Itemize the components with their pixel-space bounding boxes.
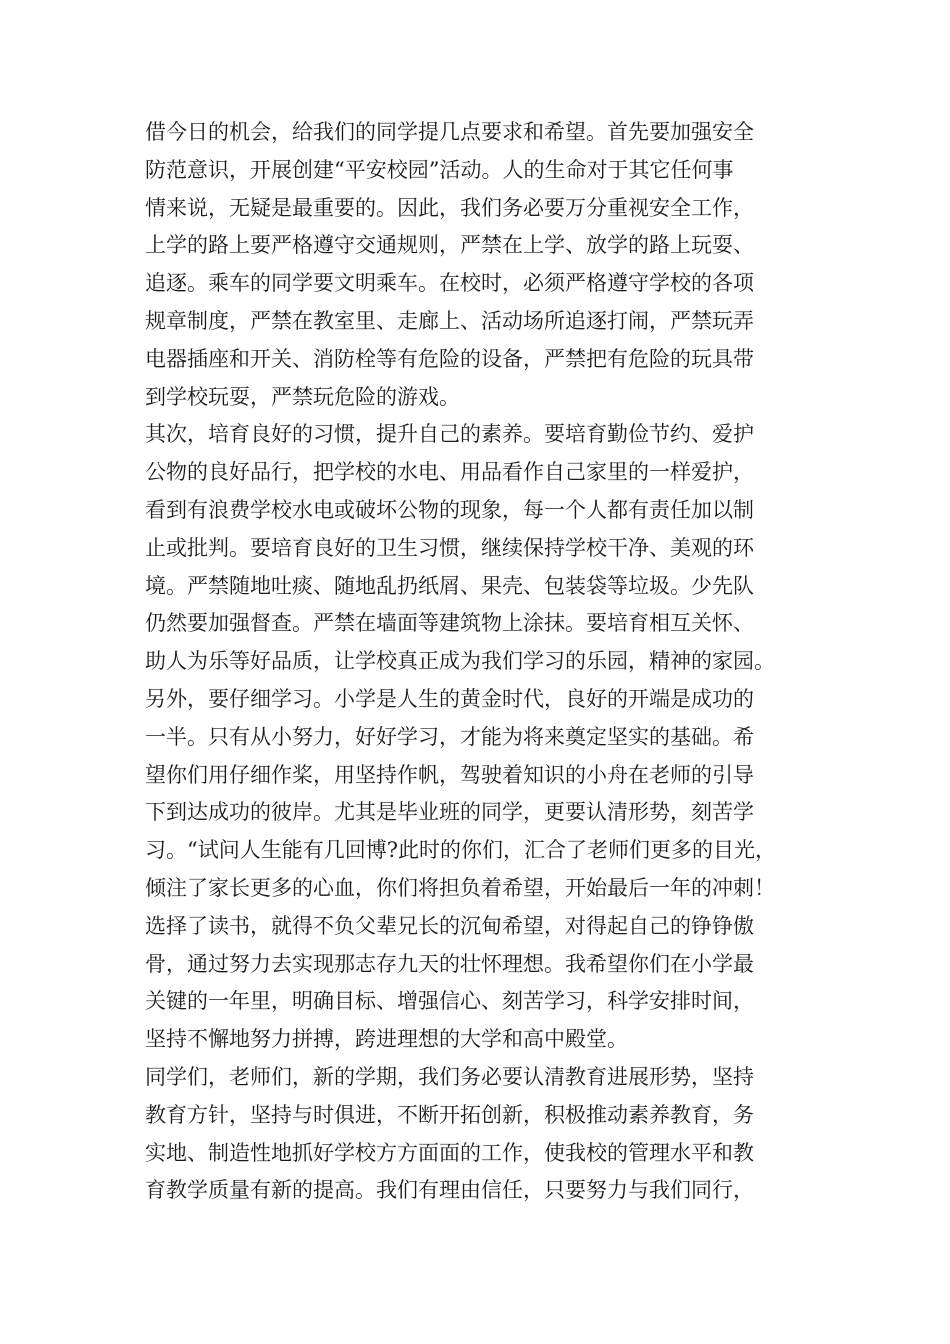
- text-line: 防范意识，开展创建“平安校园”活动。人的生命对于其它任何事: [145, 157, 734, 182]
- text-line: 习。“试问人生能有几回博?此时的你们，汇合了老师们更多的目光，: [145, 838, 776, 863]
- text-line: 望你们用仔细作桨，用坚持作帆，驾驶着知识的小舟在老师的引导: [145, 762, 754, 787]
- text-line: 仍然要加强督查。严禁在墙面等建筑物上涂抹。要培育相互关怀、: [145, 611, 754, 636]
- text-line: 一半。只有从小努力，好好学习，才能为将来奠定坚实的基础。希: [145, 724, 754, 749]
- text-line: 骨，通过努力去实现那志存九天的壮怀理想。我希望你们在小学最: [145, 951, 754, 976]
- text-line: 看到有浪费学校水电或破坏公物的现象，每一个人都有责任加以制: [145, 497, 754, 522]
- text-line: 选择了读书，就得不负父辈兄长的沉甸希望，对得起自己的铮铮傲: [145, 913, 754, 938]
- text-line: 追逐。乘车的同学要文明乘车。在校时，必须严格遵守学校的各项: [145, 271, 754, 296]
- text-line: 下到达成功的彼岸。尤其是毕业班的同学，更要认清形势，刻苦学: [145, 800, 754, 825]
- text-line: 借今日的机会，给我们的同学提几点要求和希望。首先要加强安全: [145, 120, 754, 144]
- document-body: [145, 114, 825, 1210]
- text-line: 规章制度，严禁在教室里、走廊上、活动场所追逐打闹，严禁玩弄: [145, 308, 754, 333]
- text-line: 教育方针，坚持与时俱进，不断开拓创新，积极推动素养教育，务: [145, 1102, 754, 1127]
- text-line: 境。严禁随地吐痰、随地乱扔纸屑、果壳、包装袋等垃圾。少先队: [145, 573, 754, 598]
- text-line: 到学校玩耍，严禁玩危险的游戏。: [145, 384, 460, 409]
- text-line: 上学的路上要严格遵守交通规则，严禁在上学、放学的路上玩耍、: [145, 233, 754, 258]
- text-line: 育教学质量有新的提高。我们有理由信任，只要努力与我们同行，: [145, 1178, 754, 1203]
- text-line: 实地、制造性地抓好学校方方面面的工作，使我校的管理水平和教: [145, 1140, 754, 1165]
- text-line: 公物的良好品行，把学校的水电、用品看作自己家里的一样爱护，: [145, 460, 754, 485]
- text-line: 电器插座和开关、消防栓等有危险的设备，严禁把有危险的玩具带: [145, 346, 754, 371]
- text-line: 关键的一年里，明确目标、增强信心、刻苦学习，科学安排时间，: [145, 989, 754, 1014]
- text-line: 止或批判。要培育良好的卫生习惯，继续保持学校干净、美观的环: [145, 535, 754, 560]
- text-line: 助人为乐等好品质，让学校真正成为我们学习的乐园，精神的家园。: [145, 649, 775, 674]
- text-line: 同学们，老师们，新的学期，我们务必要认清教育进展形势，坚持: [145, 1064, 754, 1089]
- text-line: 另外，要仔细学习。小学是人生的黄金时代，良好的开端是成功的: [145, 686, 754, 711]
- text-line: 情来说，无疑是最重要的。因此，我们务必要万分重视安全工作，: [145, 195, 754, 220]
- text-line: 其次，培育良好的习惯，提升自己的素养。要培育勤俭节约、爱护: [145, 422, 754, 447]
- text-line: 倾注了家长更多的心血，你们将担负着希望，开始最后一年的冲刺！: [145, 875, 775, 900]
- text-line: 坚持不懈地努力拼搏，跨进理想的大学和高中殿堂。: [145, 1027, 628, 1052]
